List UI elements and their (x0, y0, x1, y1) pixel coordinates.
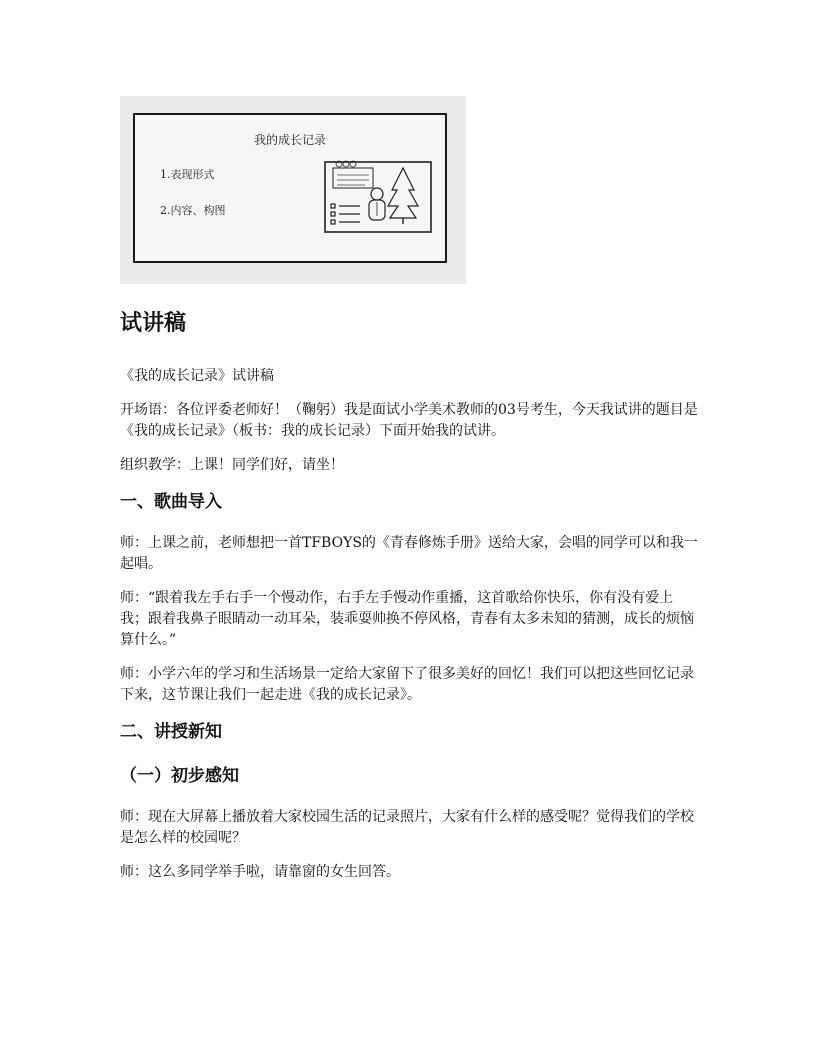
section-1-paragraph: 师：小学六年的学习和生活场景一定给大家留下了很多美好的回忆！我们可以把这些回忆记录下来，这节课让我们一起走进《我的成长记录》。 (120, 666, 694, 703)
sketch-point-1: 1.表现形式 (160, 168, 215, 181)
sketch-drawing (120, 96, 466, 284)
document-body (120, 308, 700, 896)
opening-paragraph: 开场语：各位评委老师好！（鞠躬）我是面试小学美术教师的03号考生，今天我试讲的题目是《我的成长记录》（板书：我的成长记录）下面开始我的试讲。 (120, 402, 698, 439)
section-2-paragraph: 师：现在大屏幕上播放着大家校园生活的记录照片，大家有什么样的感受呢？觉得我们的学校是怎么样的校园呢？ (120, 809, 694, 846)
section-2-heading: 二、讲授新知 (120, 722, 222, 742)
section-1-heading: 一、歌曲导入 (120, 492, 222, 512)
section-1-paragraph: 师：“跟着我左手右手一个慢动作，右手左手慢动作重播，这首歌给你快乐，你有没有爱上我；跟着我鼻子眼睛动一动耳朵，装乖耍帅换不停风格，青春有太多未知的猜测，成长的烦恼算什么。” (120, 590, 694, 648)
section-2-subheading: （一）初步感知 (120, 766, 239, 786)
section-2-paragraph: 师：这么多同学举手啦，请靠窗的女生回答。 (120, 864, 400, 880)
organize-paragraph: 组织教学：上课！同学们好，请坐！ (120, 457, 344, 473)
sketch-point-2: 2.内容、构图 (160, 204, 226, 217)
sketch-board-title: 我的成长记录 (253, 133, 327, 147)
document-title: 试讲稿 (120, 311, 187, 336)
section-1-paragraph: 师：上课之前，老师想把一首TFBOYS的《青春修炼手册》送给大家，会唱的同学可以和我一起唱。 (120, 535, 698, 572)
blackboard-sketch-photo (120, 96, 466, 284)
document-subtitle: 《我的成长记录》试讲稿 (120, 368, 274, 384)
